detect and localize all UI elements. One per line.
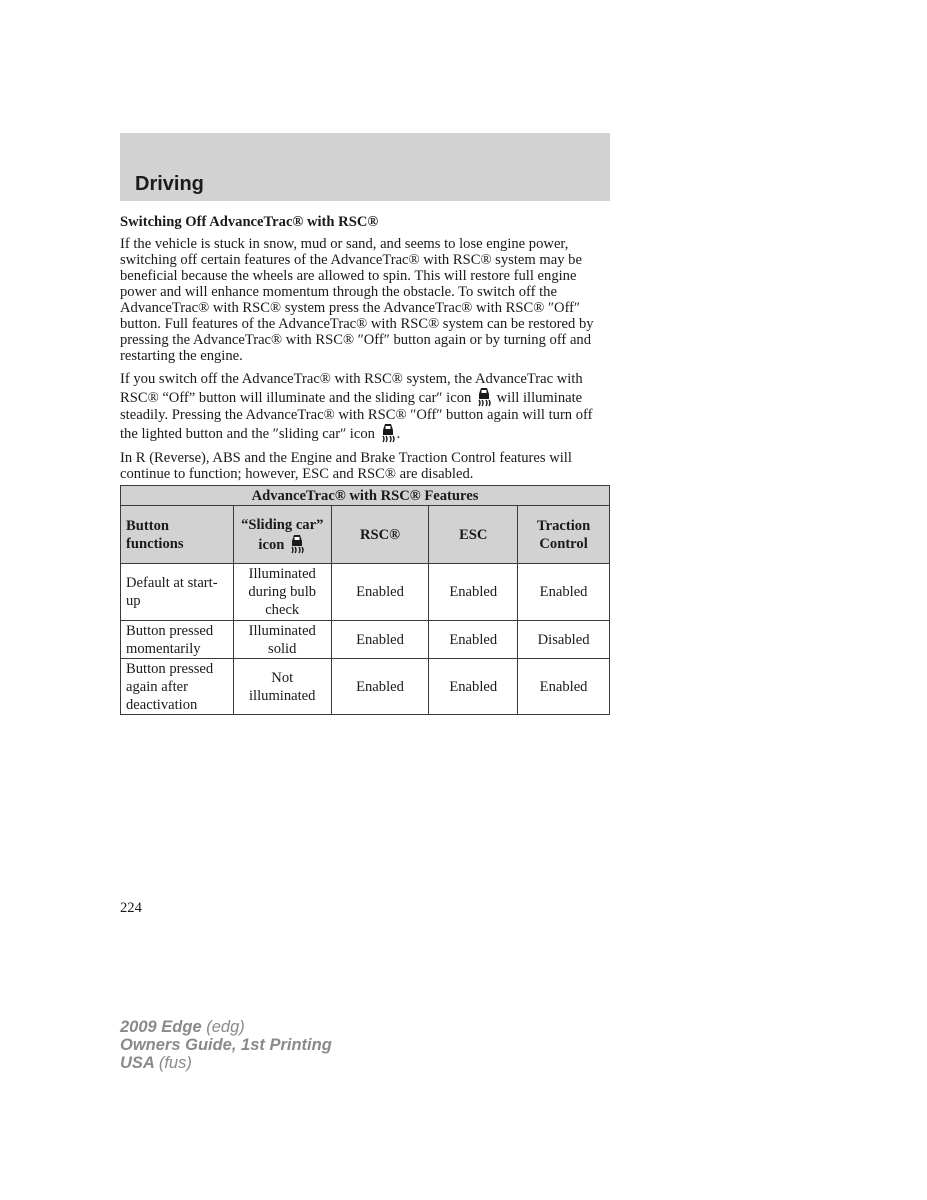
table-row bbox=[121, 564, 610, 621]
footer-market-code: (fus) bbox=[158, 1054, 192, 1072]
cell-esc: Enabled bbox=[429, 659, 518, 715]
sliding-car-icon bbox=[381, 423, 395, 443]
cell-rsc: Enabled bbox=[331, 621, 429, 659]
cell-traction: Enabled bbox=[518, 659, 610, 715]
header-button-functions: Button functions bbox=[121, 506, 234, 564]
paragraph-3: In R (Reverse), ABS and the Engine and Brake Traction Control features will continue to function; however, ESC and RSC® are disabled. bbox=[120, 450, 572, 482]
footer-model: 2009 Edge bbox=[120, 1018, 202, 1036]
page-number: 224 bbox=[120, 900, 142, 916]
cell-rsc: Enabled bbox=[331, 564, 429, 621]
cell-icon-state: Illuminated solid bbox=[233, 621, 331, 659]
cell-icon-state: Not illuminated bbox=[233, 659, 331, 715]
cell-function: Button pressed again after deactivation bbox=[121, 659, 234, 715]
header-esc: ESC bbox=[429, 506, 518, 564]
header-rsc: RSC® bbox=[331, 506, 429, 564]
cell-traction: Enabled bbox=[518, 564, 610, 621]
article-body bbox=[120, 214, 612, 489]
table-caption: AdvanceTrac® with RSC® Features bbox=[121, 486, 610, 506]
footer-market: USA bbox=[120, 1054, 155, 1072]
cell-esc: Enabled bbox=[429, 621, 518, 659]
header-sliding-car-label: “Sliding car” icon bbox=[241, 516, 324, 553]
article-heading: Switching Off AdvanceTrac® with RSC® bbox=[120, 214, 379, 230]
paragraph-1: If the vehicle is stuck in snow, mud or sand, and seems to lose engine power, switching off certain features of the AdvanceTrac® with RSC® system may be beneficial because the wheels are allowed to spin. This will restore full engine power and will enhance momentum through the obstacle. To switch off the AdvanceTrac® with RSC® system press the AdvanceTrac® with RSC® ″Off″ button. Full features of the AdvanceTrac® with RSC® system can be restored by pressing the AdvanceTrac® with RSC® ″Off″ button again or by turning off and restarting the engine. bbox=[120, 236, 594, 364]
sliding-car-icon bbox=[477, 387, 491, 407]
footer-line-2: Owners Guide, 1st Printing bbox=[120, 1036, 332, 1054]
features-table bbox=[120, 485, 610, 715]
paragraph-2-part-a: If you switch off the AdvanceTrac® with RSC® system, the AdvanceTrac with RSC® “Off” button will illuminate and the sliding car″ icon bbox=[120, 371, 583, 406]
cell-icon-state: Illuminated during bulb check bbox=[233, 564, 331, 621]
header-sliding-car bbox=[233, 506, 331, 564]
cell-function: Default at start-up bbox=[121, 564, 234, 621]
cell-function: Button pressed momentarily bbox=[121, 621, 234, 659]
footer-line-1 bbox=[120, 1018, 332, 1036]
paragraph-2-part-b: will illuminate steadily. Pressing the AdvanceTrac® with RSC® ″Off″ button again will turn off the lighted button and the ″sliding car″ icon bbox=[120, 390, 593, 442]
cell-traction: Disabled bbox=[518, 621, 610, 659]
table-row bbox=[121, 659, 610, 715]
section-title: Driving bbox=[135, 173, 204, 195]
header-traction-control: Traction Control bbox=[518, 506, 610, 564]
footer-line-3 bbox=[120, 1054, 332, 1072]
print-footer bbox=[120, 1018, 332, 1072]
cell-esc: Enabled bbox=[429, 564, 518, 621]
paragraph-2 bbox=[120, 371, 612, 443]
cell-rsc: Enabled bbox=[331, 659, 429, 715]
footer-model-code: (edg) bbox=[206, 1018, 245, 1036]
paragraph-2-part-c: . bbox=[396, 426, 401, 442]
table-row bbox=[121, 621, 610, 659]
sliding-car-icon bbox=[290, 534, 304, 554]
